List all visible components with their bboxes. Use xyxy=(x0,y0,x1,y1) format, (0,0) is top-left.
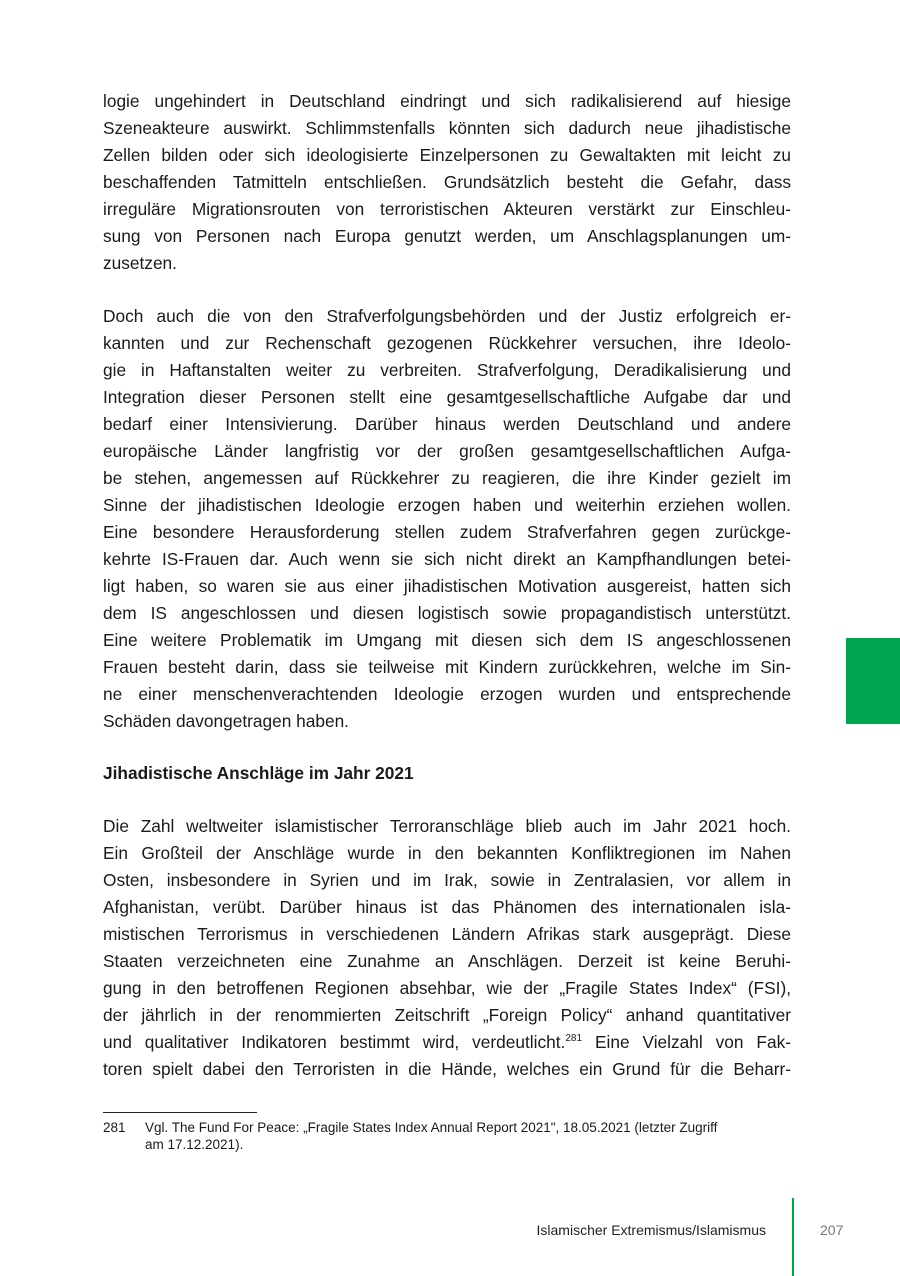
page-number: 207 xyxy=(820,1222,844,1238)
text-line: Frauen besteht darin, dass sie teilweise mit Kindern zurückkehren, welche im Sin- xyxy=(103,657,791,677)
text-line: europäische Länder langfristig vor der großen gesamtgesellschaftlichen Aufga- xyxy=(103,441,791,461)
text-line: Eine besondere Herausforderung stellen zudem Strafverfahren gegen zurückge- xyxy=(103,522,791,542)
text-segment: Eine Vielzahl von Fak- xyxy=(582,1032,791,1052)
text-line: Integration dieser Personen stellt eine gesamtgesellschaftliche Aufgabe dar und xyxy=(103,387,791,407)
chapter-marker-tab xyxy=(846,638,900,724)
footnote-text-line: am 17.12.2021). xyxy=(145,1137,244,1152)
footnote-number: 281 xyxy=(103,1120,126,1135)
text-line: zusetzen. xyxy=(103,253,177,273)
text-line: gung in den betroffenen Regionen absehbar, wie der „Fragile States Index“ (FSI), xyxy=(103,978,791,998)
text-line: Die Zahl weltweiter islamistischer Terroranschläge blieb auch im Jahr 2021 hoch. xyxy=(103,816,791,836)
running-footer-title: Islamischer Extremismus/Islamismus xyxy=(536,1222,766,1238)
text-line: Eine weitere Problematik im Umgang mit diesen sich dem IS angeschlossenen xyxy=(103,630,791,650)
text-line: beschaffenden Tatmitteln entschließen. Grundsätzlich besteht die Gefahr, dass xyxy=(103,172,791,192)
text-line: kannten und zur Rechenschaft gezogenen Rückkehrer versuchen, ihre Ideolo- xyxy=(103,333,791,353)
text-line: sung von Personen nach Europa genutzt werden, um Anschlagsplanungen um- xyxy=(103,226,791,246)
text-line: toren spielt dabei den Terroristen in die Hände, welches ein Grund für die Beharr- xyxy=(103,1059,791,1079)
text-line: Osten, insbesondere in Syrien und im Irak, sowie in Zentralasien, vor allem in xyxy=(103,870,791,890)
text-line: Szeneakteure auswirkt. Schlimmstenfalls könnten sich dadurch neue jihadistische xyxy=(103,118,791,138)
footnote-text-line: Vgl. The Fund For Peace: „Fragile States Index Annual Report 2021", 18.05.2021 (letzter Zugriff xyxy=(145,1120,718,1135)
text-line: logie ungehindert in Deutschland eindringt und sich radikalisierend auf hiesige xyxy=(103,91,791,111)
text-line: mistischen Terrorismus in verschiedenen Ländern Afrikas stark ausgeprägt. Diese xyxy=(103,924,791,944)
text-line: Doch auch die von den Strafverfolgungsbehörden und der Justiz erfolgreich er- xyxy=(103,306,791,326)
footnote-reference[interactable]: 281 xyxy=(565,1033,583,1045)
text-segment: und qualitativer Indikatoren bestimmt wird, verdeutlicht. xyxy=(103,1032,566,1052)
footnote-divider xyxy=(103,1112,257,1113)
text-line: ne einer menschenverachtenden Ideologie erzogen wurden und entsprechende xyxy=(103,684,791,704)
text-line: ligt haben, so waren sie aus einer jihadistischen Motivation ausgereist, hatten sich xyxy=(103,576,791,596)
section-heading: Jihadistische Anschläge im Jahr 2021 xyxy=(103,763,414,783)
text-line: Schäden davongetragen haben. xyxy=(103,711,349,731)
text-line: Sinne der jihadistischen Ideologie erzogen haben und weiterhin erziehen wollen. xyxy=(103,495,791,515)
text-line: dem IS angeschlossen und diesen logistisch sowie propagandistisch unterstützt. xyxy=(103,603,791,623)
text-line: der jährlich in der renommierten Zeitschrift „Foreign Policy“ anhand quantitativer xyxy=(103,1005,791,1025)
text-line: Staaten verzeichneten eine Zunahme an Anschlägen. Derzeit ist keine Beruhi- xyxy=(103,951,791,971)
text-line xyxy=(103,1029,791,1056)
text-line: irreguläre Migrationsrouten von terroristischen Akteuren verstärkt zur Einschleu- xyxy=(103,199,791,219)
text-line: kehrte IS-Frauen dar. Auch wenn sie sich nicht direkt an Kampfhandlungen betei- xyxy=(103,549,791,569)
text-line: gie in Haftanstalten weiter zu verbreiten. Strafverfolgung, Deradikalisierung und xyxy=(103,360,791,380)
text-line: Ein Großteil der Anschläge wurde in den bekannten Konfliktregionen im Nahen xyxy=(103,843,791,863)
text-line: Afghanistan, verübt. Darüber hinaus ist das Phänomen des internationalen isla- xyxy=(103,897,791,917)
footer-divider xyxy=(792,1198,794,1276)
text-line: bedarf einer Intensivierung. Darüber hinaus werden Deutschland und andere xyxy=(103,414,791,434)
text-line: be stehen, angemessen auf Rückkehrer zu reagieren, die ihre Kinder gezielt im xyxy=(103,468,791,488)
text-line: Zellen bilden oder sich ideologisierte Einzelpersonen zu Gewaltakten mit leicht zu xyxy=(103,145,791,165)
